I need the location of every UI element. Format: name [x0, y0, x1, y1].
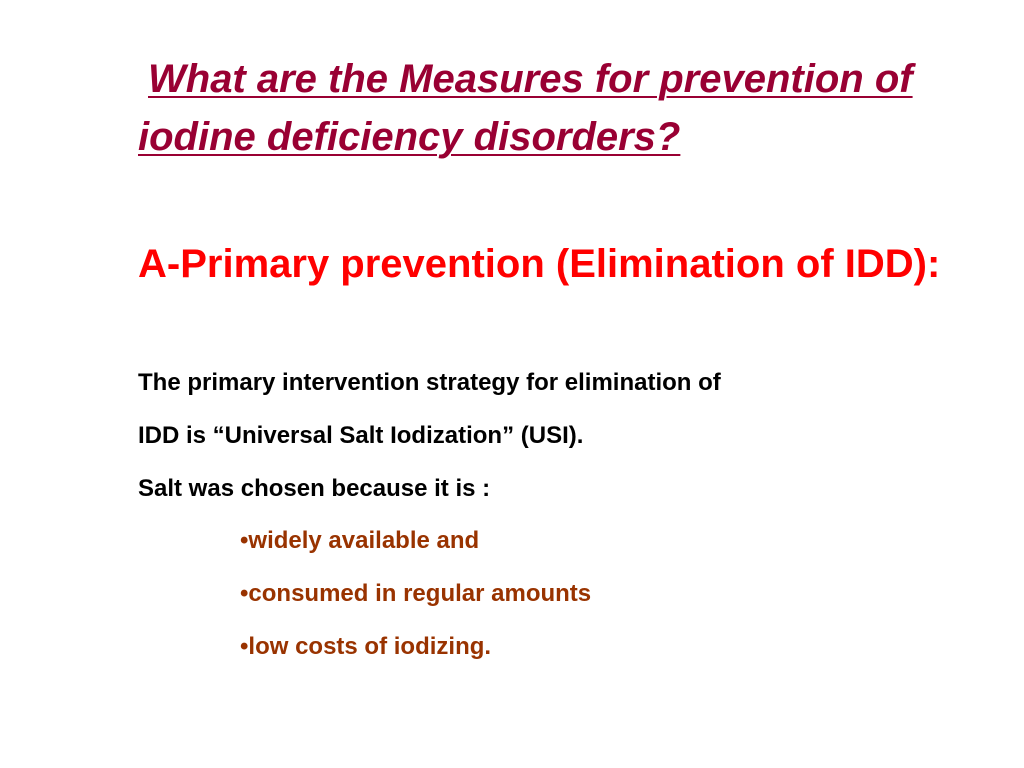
bullet-item	[240, 567, 591, 620]
bullet-marker: •	[240, 580, 249, 607]
bullet-item	[240, 514, 591, 567]
bullet-text: low costs of iodizing.	[248, 633, 492, 660]
body-line: IDD is “Universal Salt Iodization” (USI).	[138, 422, 584, 449]
body-line: Salt was chosen because it is :	[138, 475, 491, 502]
section-heading: A-Primary prevention (Elimination of IDD):	[138, 242, 941, 286]
body-paragraph	[138, 356, 998, 515]
bullet-marker: •	[240, 633, 249, 660]
bullet-marker: •	[240, 527, 249, 554]
bullet-list	[240, 514, 591, 673]
bullet-item	[240, 620, 591, 673]
question-text: What are the Measures for prevention of iodine deficiency disorders?	[138, 57, 913, 159]
bullet-text: consumed in regular amounts	[248, 580, 592, 607]
slide-question-title	[138, 50, 938, 166]
body-line: The primary intervention strategy for elimination of	[138, 369, 721, 396]
bullet-text: widely available and	[248, 527, 480, 554]
